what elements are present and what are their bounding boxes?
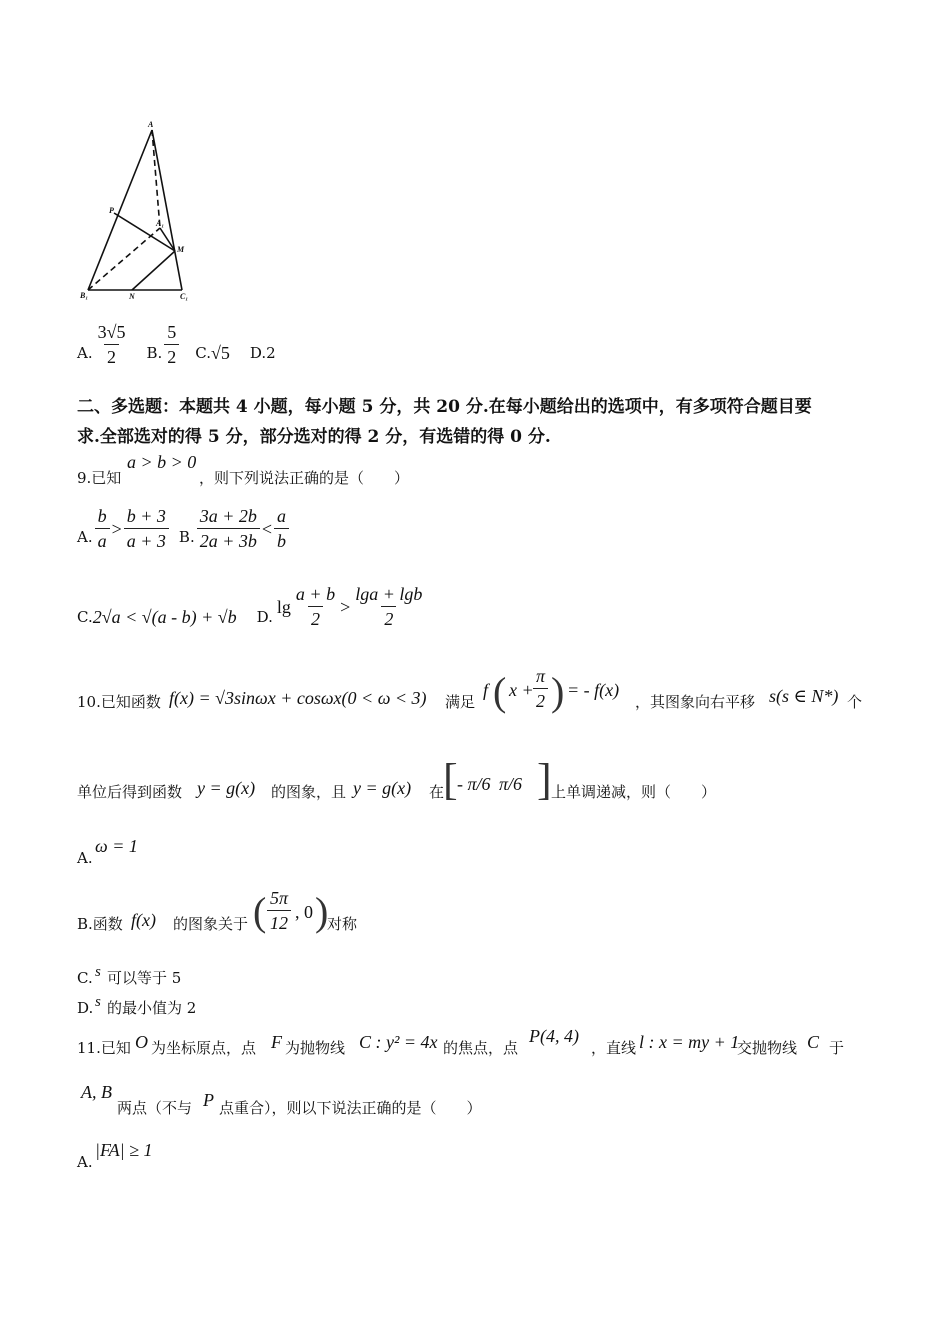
q10-cond-rhs: = - f(x) bbox=[567, 680, 620, 700]
q10-option-c-s: s bbox=[95, 964, 101, 980]
q10-cond-fraction bbox=[533, 666, 548, 711]
q10-option-b-rparen: ) bbox=[315, 889, 329, 934]
q9-option-d-right-fraction bbox=[352, 584, 425, 629]
q10-option-b bbox=[77, 888, 477, 938]
label-n: N bbox=[129, 292, 135, 301]
q10-g1: y = g(x) bbox=[197, 778, 256, 798]
q9-a-r-den: a + 3 bbox=[124, 528, 169, 551]
q11-line: l : x = my + 1 bbox=[639, 1032, 740, 1052]
q11-parabola: C : y² = 4x bbox=[359, 1032, 438, 1052]
q10-option-b-post: 对称 bbox=[327, 915, 358, 933]
q9-b-r-den: b bbox=[274, 528, 289, 551]
q10-cond-lparen: ( bbox=[493, 669, 507, 714]
q10-interval-right: π/6 bbox=[499, 774, 523, 794]
q11-c: C bbox=[807, 1032, 820, 1052]
q9-option-a-op: > bbox=[111, 518, 122, 539]
q10-interval-rbracket: ] bbox=[537, 755, 552, 804]
q9-a-l-num: b bbox=[97, 506, 107, 526]
q8-option-b-num: 5 bbox=[167, 321, 177, 342]
q9-d-r-num: lga + lgb bbox=[355, 584, 423, 604]
q11-option-a-label: A. bbox=[77, 1153, 93, 1171]
q11-t8: 点重合），则以下说法正确的是（ ） bbox=[219, 1099, 482, 1117]
q9-option-b-label: B. bbox=[178, 527, 195, 546]
q10-prefix: 10.已知函数 bbox=[77, 693, 161, 711]
q11-stem-line2 bbox=[77, 1080, 677, 1120]
q11-option-a-value: |FA| ≥ 1 bbox=[95, 1140, 153, 1160]
q10-line2-a: 单位后得到函数 bbox=[77, 783, 183, 801]
q10-line2-b: 的图象，且 bbox=[271, 783, 347, 801]
q10-option-d-s: s bbox=[95, 994, 101, 1010]
q8-option-a-label: A. bbox=[77, 344, 93, 362]
q10-option-c-pre: C. bbox=[77, 969, 93, 987]
edge-a-b1 bbox=[88, 130, 152, 290]
q10-g2: y = g(x) bbox=[353, 778, 412, 798]
q10-option-b-den: 12 bbox=[267, 910, 291, 933]
q10-option-d-post: 的最小值为 2 bbox=[107, 999, 197, 1017]
q9-option-d-label: D. bbox=[256, 607, 273, 626]
q8-option-b-fraction bbox=[164, 322, 179, 367]
q11-t6: 于 bbox=[829, 1039, 845, 1057]
edge-a-a1-dashed bbox=[152, 130, 160, 228]
q10-option-b-y: , 0 bbox=[295, 902, 313, 922]
q10-cond-rparen: ) bbox=[551, 669, 565, 714]
q9-option-c-expr: 2√a < √(a - b) + √b bbox=[92, 606, 237, 627]
q11-p2: P bbox=[203, 1090, 214, 1110]
q9-suffix: ，则下列说法正确的是（ ） bbox=[199, 469, 410, 487]
q8-option-c-value: √5 bbox=[211, 343, 230, 363]
q9-condition: a > b > 0 bbox=[127, 452, 197, 472]
q11-option-a bbox=[77, 1140, 277, 1170]
section2-header-line1: 二、多选题：本题共 4 小题，每小题 5 分，共 20 分.在每小题给出的选项中，有多项符合题目要 bbox=[77, 397, 812, 417]
q9-option-a-left-fraction bbox=[95, 506, 110, 551]
q8-option-a-fraction bbox=[95, 322, 129, 367]
q10-stem-line2 bbox=[77, 756, 877, 808]
q8-options bbox=[77, 318, 276, 370]
q9-b-r-num: a bbox=[277, 506, 287, 526]
q10-option-b-lparen: ( bbox=[253, 889, 267, 934]
q9-options-cd bbox=[77, 584, 427, 629]
q9-d-r-den: 2 bbox=[381, 606, 396, 629]
q9-option-b-right-fraction bbox=[274, 506, 289, 551]
q9-option-d-op: > bbox=[340, 596, 351, 617]
edge-a-c1 bbox=[152, 130, 182, 290]
tetrahedron-figure bbox=[76, 118, 206, 308]
q10-option-b-f: f(x) bbox=[131, 910, 156, 930]
q10-line2-c: 在 bbox=[429, 783, 445, 801]
edge-n-m bbox=[132, 251, 175, 290]
q9-option-a-label: A. bbox=[77, 527, 93, 546]
q9-a-r-num: b + 3 bbox=[126, 506, 166, 526]
q9-option-d-left-fraction bbox=[293, 584, 338, 629]
edge-p-m bbox=[114, 213, 175, 251]
q9-d-l-den: 2 bbox=[308, 606, 323, 629]
q11-f: F bbox=[271, 1032, 282, 1052]
q10-cond-two: 2 bbox=[533, 688, 548, 711]
label-m: M bbox=[177, 245, 185, 254]
q9-d-l-num: a + b bbox=[295, 584, 336, 604]
label-a: A bbox=[148, 120, 154, 129]
q9-option-a-right-fraction bbox=[124, 506, 169, 551]
q10-option-b-pre: B.函数 bbox=[77, 915, 123, 933]
label-a1: A₁ bbox=[156, 219, 165, 228]
q8-option-a-num: 3√5 bbox=[97, 321, 126, 342]
q10-interval-lbracket: [ bbox=[443, 755, 458, 804]
q11-t7: 两点（不与 bbox=[117, 1099, 193, 1117]
q9-prefix: 9.已知 bbox=[77, 469, 122, 487]
q10-option-a-value: ω = 1 bbox=[95, 836, 138, 856]
q10-stem-line1 bbox=[77, 666, 877, 722]
q8-option-c-label: C. bbox=[195, 344, 212, 362]
q10-option-b-num: 5π bbox=[270, 888, 289, 908]
q10-function: f(x) = √3sinωx + cosωx(0 < ω < 3) bbox=[169, 688, 427, 708]
q8-option-b-label: B. bbox=[146, 344, 163, 362]
q11-t2: 为抛物线 bbox=[285, 1039, 346, 1057]
q11-point-p: P(4, 4) bbox=[529, 1026, 579, 1046]
q9-option-c-label: C. bbox=[77, 607, 93, 626]
q8-option-a-den: 2 bbox=[104, 344, 119, 367]
edge-b1-a1-dashed bbox=[88, 228, 160, 290]
label-b1: B₁ bbox=[80, 291, 89, 300]
q11-t4: ，直线 bbox=[591, 1039, 637, 1057]
q11-o: O bbox=[135, 1032, 148, 1052]
label-p: P bbox=[109, 206, 114, 215]
q10-shift: s(s ∈ N*) bbox=[769, 686, 839, 706]
q9-option-d-lg: lg bbox=[276, 596, 291, 617]
q9-options-ab bbox=[77, 506, 291, 551]
q8-option-b-den: 2 bbox=[164, 344, 179, 367]
q10-option-b-point-fraction bbox=[267, 888, 291, 933]
q10-option-d-pre: D. bbox=[77, 999, 94, 1017]
q10-interval-left: - π/6 bbox=[457, 774, 491, 794]
section2-header-line2: 求.全部选对的得 5 分，部分选对的得 2 分，有选错的得 0 分. bbox=[77, 427, 551, 447]
q9-option-b-left-fraction bbox=[197, 506, 260, 551]
q10-option-c-post: 可以等于 5 bbox=[107, 969, 182, 987]
q11-t3: 的焦点，点 bbox=[443, 1039, 519, 1057]
q10-cond-f: f bbox=[483, 680, 489, 700]
q9-b-l-den: 2a + 3b bbox=[197, 528, 260, 551]
q10-cond-inner: x + bbox=[509, 680, 534, 700]
q11-ab: A, B bbox=[81, 1082, 112, 1102]
q10-mid2: ，其图象向右平移 bbox=[635, 693, 756, 711]
q10-cond-pi: π bbox=[536, 666, 546, 686]
q9-b-l-num: 3a + 2b bbox=[199, 506, 257, 526]
q11-t5: 交抛物线 bbox=[737, 1039, 798, 1057]
q11-stem-line1 bbox=[77, 1022, 877, 1062]
q10-mid1: 满足 bbox=[445, 693, 476, 711]
q11-t1: 为坐标原点，点 bbox=[151, 1039, 257, 1057]
q11-prefix: 11.已知 bbox=[77, 1039, 131, 1057]
q10-option-b-mid: 的图象关于 bbox=[173, 915, 249, 933]
label-c1: C₁ bbox=[180, 292, 189, 301]
q10-option-a bbox=[77, 836, 277, 866]
q9-option-b-op: < bbox=[261, 518, 273, 539]
q9-a-l-den: a bbox=[95, 528, 110, 551]
q10-end: 个 bbox=[847, 693, 863, 711]
q10-line2-d: 上单调递减，则（ ） bbox=[551, 783, 717, 801]
q8-option-d: D.2 bbox=[249, 344, 276, 362]
q10-option-a-label: A. bbox=[77, 849, 93, 867]
